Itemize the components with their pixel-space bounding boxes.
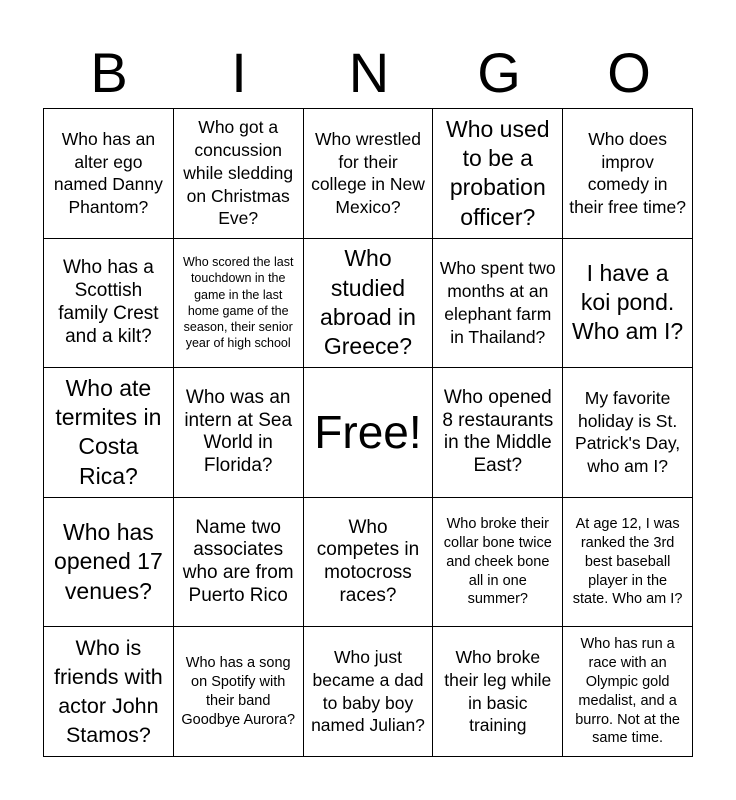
bingo-cell[interactable]	[433, 239, 563, 369]
bingo-cell-text: Who competes in motocross races?	[316, 516, 420, 606]
header-letter-n: N	[348, 41, 390, 104]
bingo-cell-text: Name two associates who are from Puerto Rico	[182, 516, 294, 606]
header-letter-o: O	[607, 41, 651, 104]
bingo-cell-text: My favorite holiday is St. Patrick's Day, who am I?	[575, 387, 681, 477]
bingo-cell-text: Who just became a dad to baby boy named Julian?	[311, 647, 425, 736]
bingo-cell-text: Who has a Scottish family Crest and a kilt?	[58, 257, 159, 347]
bingo-cell[interactable]	[563, 239, 693, 369]
bingo-cell[interactable]	[44, 368, 174, 498]
bingo-cell-text: Who is friends with actor John Stamos?	[54, 635, 163, 747]
free-space-text: Free!	[314, 406, 422, 459]
bingo-cell-text: At age 12, I was ranked the 3rd best baseball player in the state. Who am I?	[572, 515, 683, 608]
bingo-cell[interactable]	[174, 498, 304, 628]
bingo-cell[interactable]	[44, 498, 174, 628]
bingo-cell[interactable]	[44, 109, 174, 239]
bingo-cell-text: Who got a concussion while sledding on Christmas Eve?	[183, 117, 294, 229]
bingo-cell-text: Who used to be a probation officer?	[446, 115, 550, 230]
bingo-cell-text: Who studied abroad in Greece?	[320, 245, 416, 360]
bingo-cell[interactable]	[304, 239, 434, 369]
bingo-cell-text: Who opened 8 restaurants in the Middle East?	[442, 386, 554, 477]
bingo-cell-text: Who has run a race with an Olympic gold medalist, and a burro. Not at the same time.	[575, 636, 680, 747]
bingo-header	[44, 38, 694, 108]
header-letter-i: I	[231, 41, 247, 104]
bingo-cell[interactable]	[174, 627, 304, 757]
bingo-cell-text: Who has opened 17 venues?	[54, 519, 163, 604]
bingo-cell[interactable]	[44, 627, 174, 757]
bingo-cell[interactable]	[563, 627, 693, 757]
bingo-cell-text: Who broke their collar bone twice and cheek bone all in one summer?	[443, 515, 552, 608]
bingo-cell-text: Who spent two months at an elephant farm in Thailand?	[439, 258, 556, 347]
bingo-cell[interactable]	[433, 627, 563, 757]
bingo-cell[interactable]	[563, 368, 693, 498]
bingo-cell-text: Who was an intern at Sea World in Florida?	[184, 386, 293, 477]
bingo-cell[interactable]	[563, 109, 693, 239]
bingo-cell-text: Who has a song on Spotify with their band Goodbye Aurora?	[181, 655, 296, 728]
header-letter-g: G	[477, 41, 521, 104]
bingo-cell[interactable]	[304, 109, 434, 239]
bingo-cell-text: Who broke their leg while in basic training	[444, 647, 552, 736]
bingo-cell-text: Who does improv comedy in their free time?	[569, 128, 686, 218]
bingo-cell-text: Who wrestled for their college in New Mexico?	[311, 128, 425, 218]
bingo-cell-text: Who has an alter ego named Danny Phantom?	[53, 128, 163, 218]
bingo-cell[interactable]	[174, 109, 304, 239]
bingo-cell[interactable]	[433, 368, 563, 498]
bingo-cell[interactable]	[433, 109, 563, 239]
bingo-cell[interactable]	[433, 498, 563, 628]
bingo-cell[interactable]	[304, 627, 434, 757]
bingo-cell[interactable]	[44, 239, 174, 369]
bingo-cell-text: Who ate termites in Costa Rica?	[55, 375, 162, 489]
bingo-board	[43, 108, 693, 757]
bingo-cell[interactable]	[304, 498, 434, 628]
bingo-cell[interactable]	[174, 368, 304, 498]
header-letter-b: B	[90, 41, 128, 104]
bingo-cell[interactable]	[174, 239, 304, 369]
free-space-cell[interactable]	[304, 368, 434, 498]
bingo-cell-text: Who scored the last touchdown in the game in the last home game of the season, their senior year of high school	[182, 255, 294, 351]
bingo-cell[interactable]	[563, 498, 693, 628]
bingo-cell-text: I have a koi pond. Who am I?	[571, 260, 684, 345]
